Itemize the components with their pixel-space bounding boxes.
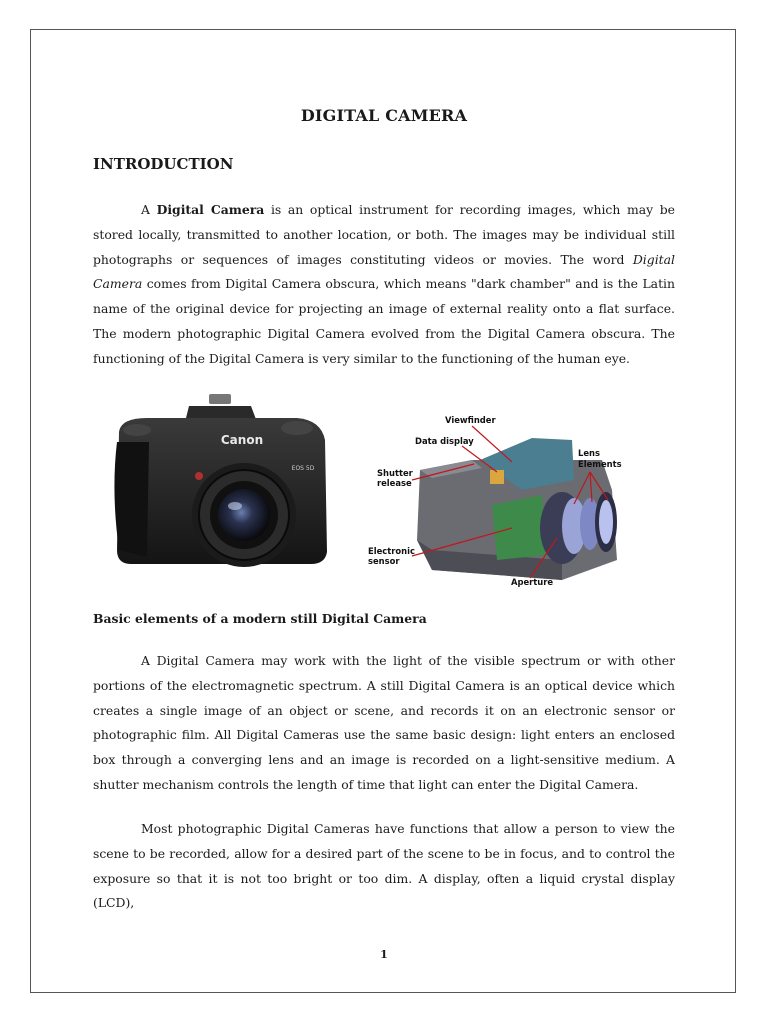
camera-photo bbox=[107, 392, 337, 582]
lens-glass bbox=[218, 489, 270, 541]
camera-grip bbox=[114, 442, 149, 557]
paragraph-2-text: A Digital Camera may work with the light of the visible spectrum or with other portions of the electromagnetic spectrum. A still Digital Camera is an optical device which creates a single image of an object or scene, and records it on an electronic sensor or photographic film. All Digital Cameras use the same basic design: light enters an enclosed box through a converging lens and an image is recorded on a light-sensitive medium. A shutter mechanism controls the length of time that light can enter the Digital Camera. bbox=[93, 653, 675, 792]
intro-text-2: comes from Digital Camera obscura, which means "dark chamber" and is the Latin name of the original device for projecting an image of external reality onto a flat surface. The modern photographic Digital Camera evolved from the Digital Camera obscura. The functioning of the Digital Camera is very similar to the functioning of the human eye. bbox=[93, 276, 675, 366]
label-lens-line2: Elements bbox=[578, 459, 622, 469]
intro-lead: A bbox=[141, 202, 157, 217]
label-sensor-line2: sensor bbox=[368, 556, 400, 566]
section-heading: Basic elements of a modern still Digital Camera bbox=[93, 611, 427, 626]
intro-paragraph bbox=[93, 198, 675, 372]
lens-element-3 bbox=[599, 500, 613, 544]
intro-italic-term: Digital Camera bbox=[93, 251, 675, 292]
label-data-display: Data display bbox=[415, 436, 474, 446]
intro-text-1: is an optical instrument for recording images, which may be stored locally, transmitted to another location, or both. The images may be individual still photographs or sequences of images constituting videos or movies. The word bbox=[93, 202, 675, 267]
shutter-dial bbox=[123, 424, 151, 436]
paragraph-3-text: Most photographic Digital Cameras have functions that allow a person to view the scene to be recorded, allow for a desired part of the scene to be in focus, and to control the exposure so that it is not too bright or too dim. A display, often a liquid crystal display (LCD), bbox=[93, 821, 675, 911]
label-lens-line1: Lens bbox=[578, 448, 600, 458]
data-display-block bbox=[490, 470, 504, 484]
camera-model: EOS 5D bbox=[291, 465, 315, 472]
label-viewfinder: Viewfinder bbox=[445, 415, 496, 425]
intro-bold-term: Digital Camera bbox=[156, 202, 265, 217]
lens-reflection bbox=[228, 502, 242, 510]
introduction-heading: INTRODUCTION bbox=[93, 155, 234, 173]
red-dot bbox=[195, 472, 203, 480]
mode-dial bbox=[281, 421, 313, 435]
label-aperture: Aperture bbox=[511, 577, 554, 587]
camera-cutaway-diagram bbox=[362, 410, 630, 592]
sensor-block bbox=[492, 495, 547, 560]
paragraph-2 bbox=[93, 649, 675, 798]
paragraph-3 bbox=[93, 817, 675, 916]
label-shutter-line1: Shutter bbox=[377, 468, 413, 478]
document-title: DIGITAL CAMERA bbox=[300, 106, 468, 125]
label-sensor-line1: Electronic bbox=[368, 546, 415, 556]
camera-brand: Canon bbox=[220, 433, 264, 447]
page-number: 1 bbox=[380, 948, 388, 961]
label-shutter-line2: release bbox=[377, 478, 412, 488]
hot-shoe bbox=[209, 394, 231, 404]
